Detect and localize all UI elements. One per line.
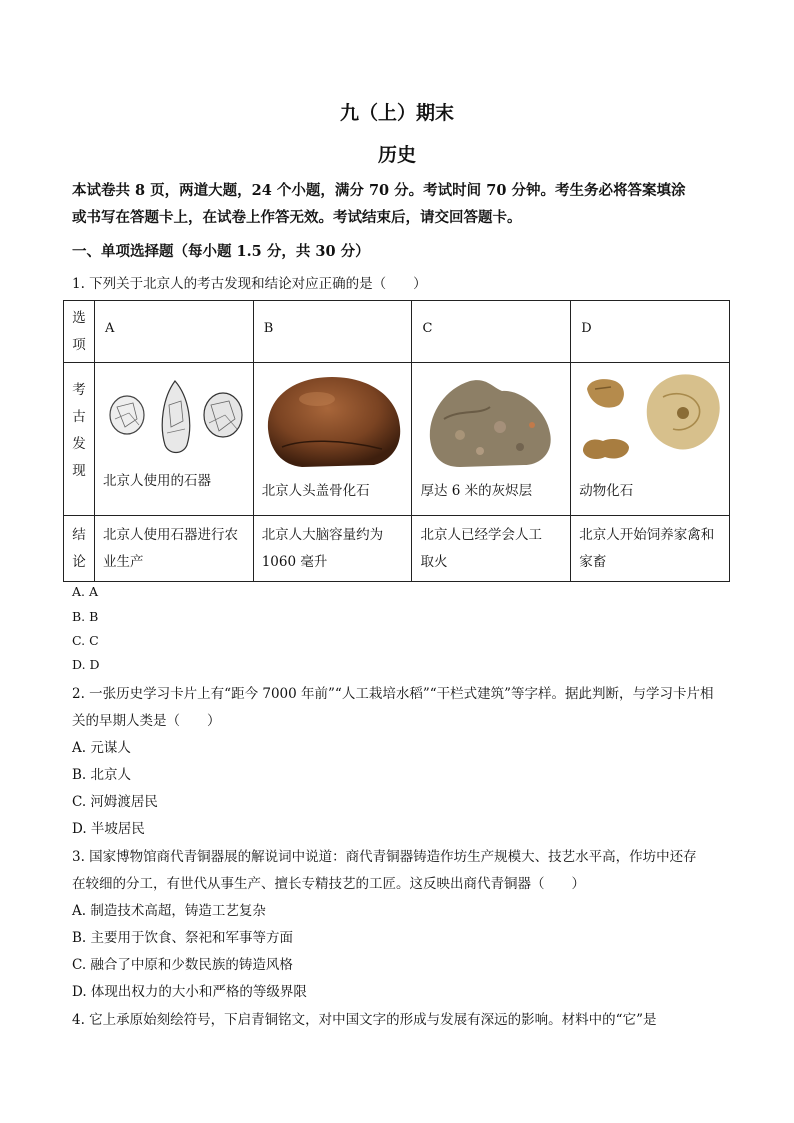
- finding-d-cell: [571, 363, 730, 516]
- q1-choice-a[interactable]: A. A: [72, 584, 99, 599]
- option-d-header: D: [571, 301, 730, 363]
- skull-fossil-image: [262, 369, 404, 471]
- question-2-stem-line-1: 2. 一张历史学习卡片上有“距今 7000 年前”“人工栽培水稻”“干栏式建筑”等字样。据此判断，与学习卡片相: [72, 686, 714, 702]
- row-header-options: 选 项: [64, 301, 95, 363]
- q3-choice-c[interactable]: C. 融合了中原和少数民族的铸造风格: [72, 957, 293, 973]
- section-heading: 一、单项选择题（每小题 1.5 分，共 30 分）: [72, 243, 370, 260]
- option-b-header: B: [253, 301, 412, 363]
- question-3-stem-line-1: 3. 国家博物馆商代青铜器展的解说词中说道：商代青铜器铸造作坊生产规模大、技艺水平高，作坊中还存: [72, 849, 697, 865]
- option-c-header: C: [412, 301, 571, 363]
- instructions-line-1: 本试卷共 8 页，两道大题，24 个小题，满分 70 分。考试时间 70 分钟。考生务必将答案填涂: [72, 182, 686, 199]
- finding-a-cell: [94, 363, 253, 516]
- subject-title: 历史: [377, 144, 416, 166]
- ash-layer-image: [420, 369, 562, 471]
- option-a-header: A: [94, 301, 253, 363]
- finding-b-caption: 北京人头盖骨化石: [261, 483, 370, 499]
- q2-choice-b[interactable]: B. 北京人: [72, 767, 132, 783]
- conclusion-a: 北京人使用石器进行农 业生产: [94, 516, 253, 582]
- question-4-stem: 4. 它上承原始刻绘符号，下启青铜铭文，对中国文字的形成与发展有深远的影响。材料中的“它”是: [72, 1012, 657, 1028]
- conclusion-b: 北京人大脑容量约为 1060 毫升: [253, 516, 412, 582]
- animal-fossil-image: [575, 367, 725, 469]
- q1-choice-b[interactable]: B. B: [72, 609, 99, 624]
- q1-choice-c[interactable]: C. C: [72, 633, 99, 648]
- exam-title: 九（上）期末: [339, 102, 454, 124]
- conclusion-c: 北京人已经学会人工 取火: [412, 516, 571, 582]
- row-header-findings: 考 古 发 现: [64, 363, 95, 516]
- q2-choice-a[interactable]: A. 元谋人: [72, 740, 131, 756]
- q3-choice-b[interactable]: B. 主要用于饮食、祭祀和军事等方面: [72, 930, 294, 946]
- exam-instructions: [72, 177, 732, 231]
- q3-choice-d[interactable]: D. 体现出权力的大小和严格的等级界限: [72, 984, 307, 1000]
- question-1-table: [63, 300, 730, 582]
- stone-tools-image: [103, 375, 245, 465]
- q2-choice-d[interactable]: D. 半坡居民: [72, 821, 145, 837]
- q2-choice-c[interactable]: C. 河姆渡居民: [72, 794, 158, 810]
- question-3-stem-line-2: 在较细的分工，有世代从事生产、擅长专精技艺的工匠。这反映出商代青铜器（ ）: [72, 876, 585, 892]
- q1-choice-d[interactable]: D. D: [72, 657, 100, 672]
- table-row-findings: [64, 363, 730, 516]
- question-1-stem: 1. 下列关于北京人的考古发现和结论对应正确的是（ ）: [72, 276, 427, 292]
- instructions-line-2: 或书写在答题卡上，在试卷上作答无效。考试结束后，请交回答题卡。: [72, 209, 522, 226]
- table-row-conclusions: [64, 516, 730, 582]
- finding-b-cell: [253, 363, 412, 516]
- conclusion-d: 北京人开始饲养家禽和 家畜: [571, 516, 730, 582]
- finding-c-caption: 厚达 6 米的灰烬层: [420, 483, 533, 499]
- finding-d-caption: 动物化石: [579, 483, 634, 499]
- question-2-stem-line-2: 关的早期人类是（ ）: [72, 713, 221, 729]
- table-row-options: [64, 301, 730, 363]
- q3-choice-a[interactable]: A. 制造技术高超，铸造工艺复杂: [72, 903, 266, 919]
- finding-a-caption: 北京人使用的石器: [102, 473, 211, 489]
- finding-c-cell: [412, 363, 571, 516]
- row-header-conclusions: 结 论: [64, 516, 95, 582]
